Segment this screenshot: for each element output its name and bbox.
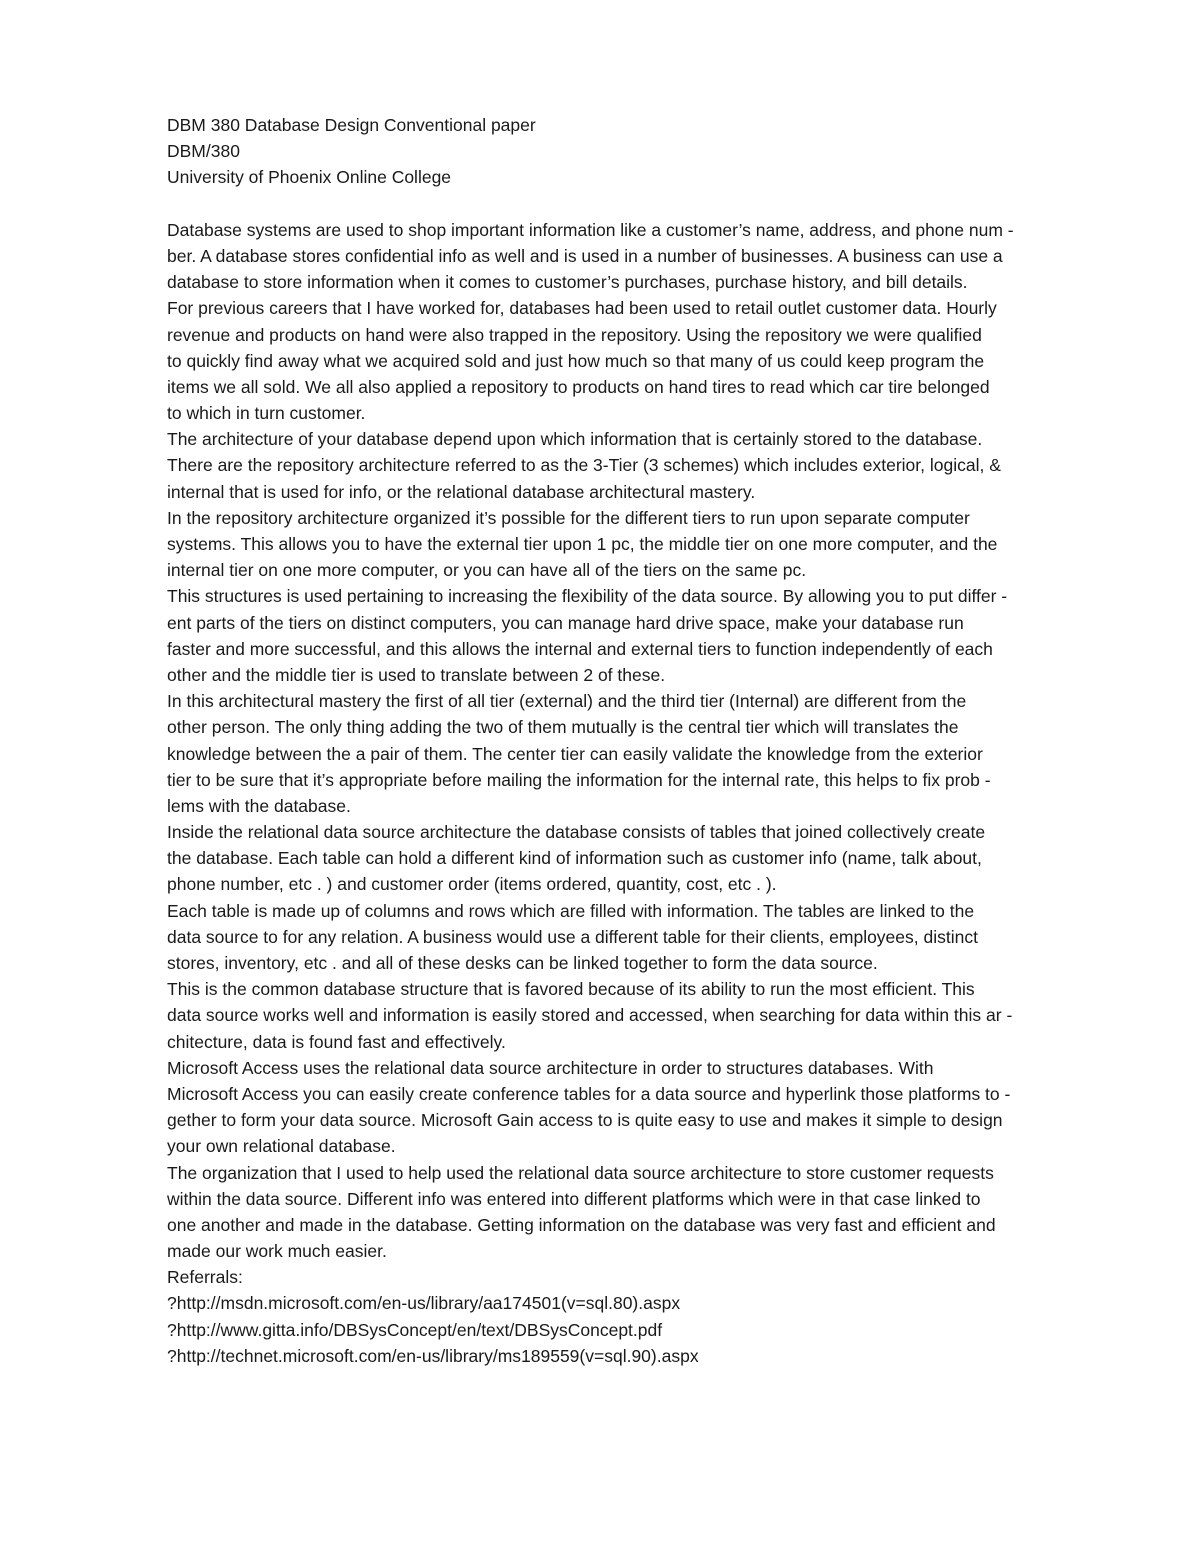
text-line: The organization that I used to help used the relational data source architecture to store customer requests — [167, 1162, 994, 1183]
text-line: In the repository architecture organized it’s possible for the different tiers to run upon separate computer — [167, 507, 970, 528]
text-line: faster and more successful, and this allows the internal and external tiers to function independently of each — [167, 638, 993, 659]
text-line: internal tier on one more computer, or you can have all of the tiers on the same pc. — [167, 560, 807, 581]
document-header — [167, 112, 1117, 191]
header-spacer — [167, 191, 1117, 217]
text-line: ?http://technet.microsoft.com/en-us/library/ms189559(v=sql.90).aspx — [167, 1345, 699, 1366]
text-line: systems. This allows you to have the external tier upon 1 pc, the middle tier on one more computer, and the — [167, 534, 998, 554]
text-line: ber. A database stores confidential info as well and is used in a number of businesses. A business can use a — [167, 245, 1003, 266]
text-line: stores, inventory, etc . and all of these desks can be linked together to form the data source. — [167, 953, 878, 973]
text-line: knowledge between the a pair of them. The center tier can easily validate the knowledge from the exterior — [167, 743, 983, 764]
text-line: the database. Each table can hold a different kind of information such as customer info (name, talk about, — [167, 848, 982, 869]
text-line: This is the common database structure that is favored because of its ability to run the most efficient. This — [167, 979, 975, 1000]
text-line: ?http://www.gitta.info/DBSysConcept/en/text/DBSysConcept.pdf — [167, 1319, 663, 1340]
text-line: data source works well and information is easily stored and accessed, when searching for data within this ar - — [167, 1005, 1013, 1026]
text-line: your own relational database. — [167, 1136, 396, 1157]
text-line: Each table is made up of columns and rows which are filled with information. The tables are linked to the — [167, 900, 975, 921]
text-line: ent parts of the tiers on distinct computers, you can manage hard drive space, make your database run — [167, 612, 964, 633]
text-line: Microsoft Access you can easily create conference tables for a data source and hyperlink those platforms to - — [167, 1083, 1011, 1104]
text-line: This structures is used pertaining to increasing the flexibility of the data source. By allowing you to put differ - — [167, 586, 1008, 607]
text-line: internal that is used for info, or the relational database architectural mastery. — [167, 481, 756, 502]
text-line: Microsoft Access uses the relational data source architecture in order to structures databases. With — [167, 1057, 934, 1078]
text-line: within the data source. Different info was entered into different platforms which were in that case linked to — [167, 1188, 981, 1209]
text-line: phone number, etc . ) and customer order (items ordered, quantity, cost, etc . ). — [167, 874, 777, 895]
text-line: to quickly find away what we acquired sold and just how much so that many of us could keep program the — [167, 350, 985, 371]
document-page — [167, 112, 1117, 1369]
document-body — [167, 217, 1117, 1369]
text-line: There are the repository architecture referred to as the 3-Tier (3 schemes) which includes exterior, logical, & — [167, 455, 1001, 476]
text-line: In this architectural mastery the first of all tier (external) and the third tier (Internal) are different from the — [167, 691, 967, 712]
text-line: lems with the database. — [167, 795, 351, 816]
text-line: Inside the relational data source architecture the database consists of tables that joined collectively create — [167, 822, 986, 843]
text-line: For previous careers that I have worked for, databases had been used to retail outlet customer data. Hourly — [167, 298, 997, 319]
text-line: items we all sold. We all also applied a repository to products on hand tires to read which car tire belonged — [167, 376, 990, 397]
text-line: other and the middle tier is used to translate between 2 of these. — [167, 664, 666, 685]
text-line: made our work much easier. — [167, 1241, 387, 1262]
text-line: Referrals: — [167, 1267, 243, 1288]
text-line: other person. The only thing adding the two of them mutually is the central tier which will translates the — [167, 717, 959, 738]
course-code: DBM/380 — [167, 141, 240, 162]
text-line: one another and made in the database. Getting information on the database was very fast and efficient and — [167, 1214, 996, 1235]
text-line: The architecture of your database depend upon which information that is certainly stored to the database. — [167, 429, 983, 450]
text-line: Database systems are used to shop important information like a customer’s name, address, and phone num - — [167, 219, 1014, 240]
text-line: ?http://msdn.microsoft.com/en-us/library/aa174501(v=sql.80).aspx — [167, 1293, 681, 1314]
text-line: data source to for any relation. A business would use a different table for their clients, employees, distinct — [167, 926, 978, 947]
text-line: database to store information when it comes to customer’s purchases, purchase history, and bill details. — [167, 272, 968, 293]
institution-name: University of Phoenix Online College — [167, 167, 452, 188]
document-title: DBM 380 Database Design Conventional paper — [167, 115, 536, 135]
text-line: revenue and products on hand were also trapped in the repository. Using the repository we were qualified — [167, 324, 982, 345]
text-line: tier to be sure that it’s appropriate before mailing the information for the internal rate, this helps to fix prob - — [167, 769, 991, 790]
text-line: chitecture, data is found fast and effectively. — [167, 1031, 506, 1052]
text-line: to which in turn customer. — [167, 403, 366, 424]
text-line: gether to form your data source. Microsoft Gain access to is quite easy to use and makes it simple to design — [167, 1110, 1003, 1131]
